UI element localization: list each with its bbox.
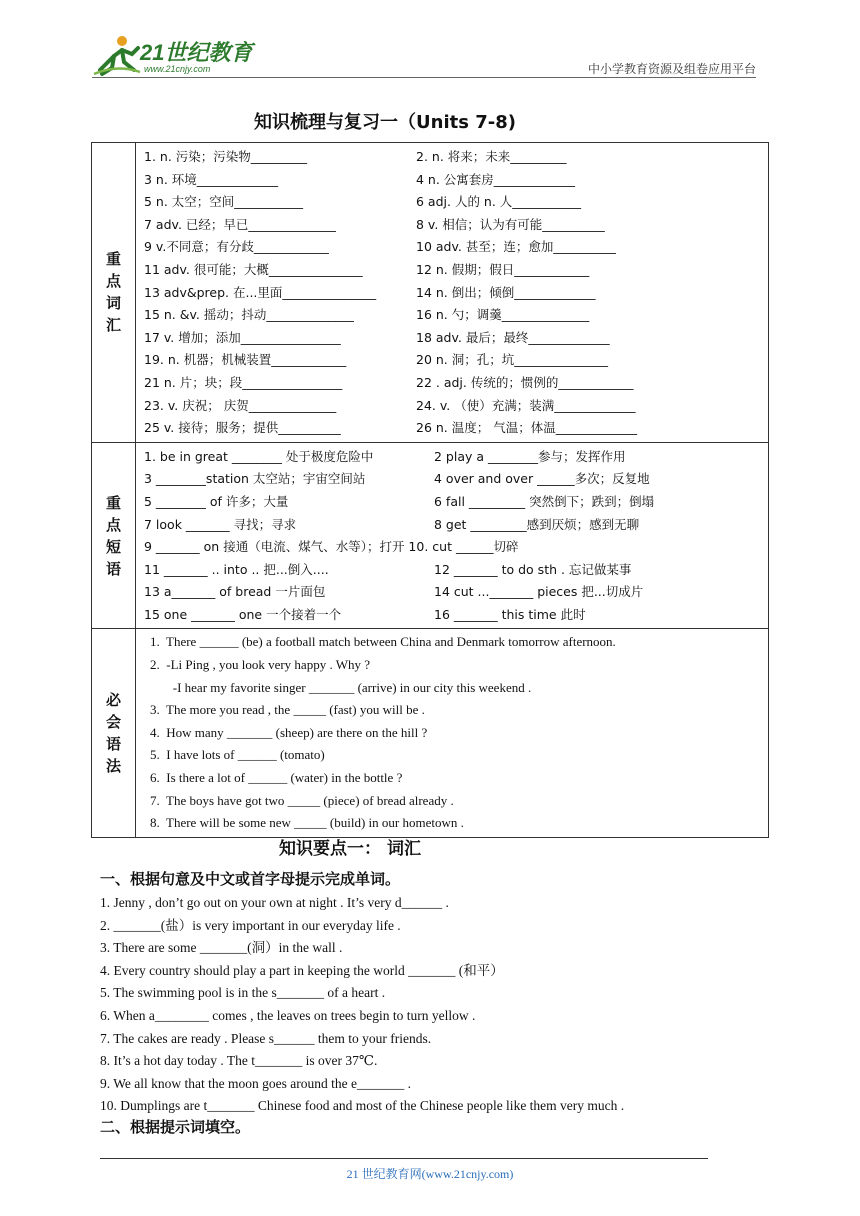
item-right: 22 . adj. 传统的；惯例的____________ xyxy=(416,374,634,390)
item-left: 13 a_______ of bread 一片面包 xyxy=(144,584,326,600)
item-left: 17 v. 增加；添加________________ xyxy=(144,329,341,345)
review-table xyxy=(91,142,769,838)
table-row xyxy=(144,446,768,469)
category-char: 重 xyxy=(105,493,121,512)
item-left: 11 adv. 很可能；大概_______________ xyxy=(144,261,363,277)
grammar-item: 6. Is there a lot of ______ (water) in the bottle ? xyxy=(150,770,403,786)
part1-heading: 一、根据句意及中文或首字母提示完成单词。 xyxy=(100,870,401,888)
vocab-rows xyxy=(136,143,768,442)
item-left: 3 n. 环境_____________ xyxy=(144,171,279,187)
exercise-item: 5. The swimming pool is in the s_______ of a heart . xyxy=(100,985,386,1001)
exercise-item: 3. There are some _______(洞）in the wall . xyxy=(100,940,343,956)
item-left: 23. v. 庆祝； 庆贺______________ xyxy=(144,397,337,413)
category-char: 短 xyxy=(105,537,121,556)
item-left: 11 _______ .. into .. 把...倒入.... xyxy=(144,561,329,577)
table-row xyxy=(144,282,768,305)
item-left: 21 n. 片；块；段________________ xyxy=(144,374,343,390)
item-right: 12 _______ to do sth . 忘记做某事 xyxy=(434,561,632,577)
item-left: 9 _______ on 接通（电流、煤气、水等）；打开 10. cut ______切碎 xyxy=(144,539,519,555)
exercise-item: 1. Jenny , don’t go out on your own at night . It’s very d______ . xyxy=(100,895,449,910)
phrases-section xyxy=(92,442,769,629)
vocab-content xyxy=(136,143,769,443)
category-char: 法 xyxy=(105,757,121,776)
table-row xyxy=(144,304,768,327)
logo xyxy=(92,34,262,78)
item-left: 1. n. 污染；污染物_________ xyxy=(144,149,308,164)
grammar-item: 8. There will be some new _____ (build) in our hometown . xyxy=(150,815,464,831)
exercise-item: 9. We all know that the moon goes around the e_______ . xyxy=(100,1075,411,1091)
item-left: 7 adv. 已经；早已______________ xyxy=(144,216,336,232)
item-left: 25 v. 接待；服务；提供__________ xyxy=(144,420,341,436)
table-row xyxy=(144,236,768,259)
grammar-item: 4. How many _______ (sheep) are there on the hill ? xyxy=(150,724,428,740)
table-row xyxy=(144,468,768,491)
item-left: 1. be in great ________ 处于极度危险中 xyxy=(144,448,374,464)
item-left: 13 adv&prep. 在...里面_______________ xyxy=(144,284,377,300)
table-row xyxy=(144,349,768,372)
table-row xyxy=(144,327,768,350)
part1-items xyxy=(100,892,740,1118)
item-right: 2 play a ________参与；发挥作用 xyxy=(434,448,626,464)
phrases-content xyxy=(136,442,769,629)
item-right: 14 cut ..._______ pieces 把...切成片 xyxy=(434,584,644,600)
category-char: 词 xyxy=(105,294,121,313)
table-row xyxy=(144,259,768,282)
table-row xyxy=(144,146,768,169)
item-left: 3 ________station 太空站；宇宙空间站 xyxy=(144,471,366,487)
grammar-item: 2. -Li Ping , you look very happy . Why ? xyxy=(150,657,371,673)
table-row xyxy=(144,514,768,537)
grammar-item: 1. There ______ (be) a football match between China and Denmark tomorrow afternoon. xyxy=(150,634,616,650)
item-right: 26 n. 温度； 气温；体温_____________ xyxy=(416,420,637,436)
table-row xyxy=(144,536,768,559)
table-row xyxy=(144,604,768,627)
grammar-item: -I hear my favorite singer _______ (arrive) in our city this weekend . xyxy=(150,679,532,695)
phrases-category xyxy=(92,442,136,629)
part2-heading: 二、根据提示词填空。 xyxy=(100,1118,251,1136)
item-right: 16 _______ this time 此时 xyxy=(434,606,586,622)
exercise-item: 10. Dumplings are t_______ Chinese food and most of the Chinese people like them very much . xyxy=(100,1098,625,1114)
footer-text: 21 世纪教育网(www.21cnjy.com) xyxy=(346,1167,514,1181)
item-left: 15 one _______ one 一个接着一个 xyxy=(144,606,342,622)
grammar-lines xyxy=(136,629,768,836)
category-char: 语 xyxy=(105,735,121,754)
grammar-item: 3. The more you read , the _____ (fast) you will be . xyxy=(150,702,425,718)
item-right: 8 get _________感到厌烦；感到无聊 xyxy=(434,516,640,532)
item-left: 5 ________ of 许多；大量 xyxy=(144,493,289,509)
item-right: 20 n. 洞；孔；坑_______________ xyxy=(416,352,608,368)
exercise-item: 4. Every country should play a part in keeping the world _______ (和平） xyxy=(100,962,504,978)
table-row xyxy=(144,417,768,440)
category-char: 语 xyxy=(105,559,121,578)
exercise-item: 6. When a________ comes , the leaves on trees begin to turn yellow . xyxy=(100,1007,476,1023)
table-row xyxy=(144,559,768,582)
item-right: 4 n. 公寓套房_____________ xyxy=(416,171,576,187)
item-right: 4 over and over ______多次；反复地 xyxy=(434,471,650,487)
grammar-content xyxy=(136,629,769,837)
item-left: 19. n. 机器；机械装置____________ xyxy=(144,352,347,368)
item-right: 6 fall _________ 突然倒下；跌到；倒塌 xyxy=(434,493,655,509)
item-left: 7 look _______ 寻找；寻求 xyxy=(144,516,297,532)
logo-url: www.21cnjy.com xyxy=(144,64,211,74)
grammar-item: 7. The boys have got two _____ (piece) of bread already . xyxy=(150,792,454,808)
category-char: 点 xyxy=(105,272,121,291)
category-char: 必 xyxy=(105,691,121,710)
category-char: 点 xyxy=(105,515,121,534)
phrase-rows xyxy=(136,443,768,629)
item-right: 6 adj. 人的 n. 人___________ xyxy=(416,194,582,210)
table-row xyxy=(144,581,768,604)
logo-text: 21世纪教育 xyxy=(140,40,253,65)
table-row xyxy=(144,372,768,395)
item-right: 14 n. 倒出；倾倒_____________ xyxy=(416,284,596,300)
table-row xyxy=(144,214,768,237)
footer-divider xyxy=(100,1158,708,1159)
section-title: 知识要点一： 词汇 xyxy=(279,839,421,859)
item-right: 2. n. 将来；未来_________ xyxy=(416,149,567,164)
item-right: 10 adv. 甚至；连；愈加__________ xyxy=(416,239,616,255)
item-left: 9 v.不同意；有分歧____________ xyxy=(144,239,329,255)
vocab-section xyxy=(92,143,769,443)
item-right: 12 n. 假期；假日____________ xyxy=(416,261,590,277)
category-char: 重 xyxy=(105,250,121,269)
table-row xyxy=(144,491,768,514)
item-left: 5 n. 太空；空间___________ xyxy=(144,194,304,210)
item-right: 24. v. （使）充满；装满_____________ xyxy=(416,397,636,413)
table-row xyxy=(144,395,768,418)
header-divider xyxy=(92,77,756,78)
item-left: 15 n. &v. 摇动；抖动______________ xyxy=(144,307,354,323)
category-char: 汇 xyxy=(105,316,121,335)
page-title: 知识梳理与复习一（Units 7-8) xyxy=(254,112,516,133)
item-right: 16 n. 勺；调羹______________ xyxy=(416,307,590,323)
item-right: 8 v. 相信；认为有可能__________ xyxy=(416,216,605,232)
item-right: 18 adv. 最后；最终_____________ xyxy=(416,329,610,345)
platform-name: 中小学教育资源及组卷应用平台 xyxy=(587,62,756,76)
table-row xyxy=(144,191,768,214)
grammar-category xyxy=(92,629,136,837)
exercise-item: 7. The cakes are ready . Please s______ them to your friends. xyxy=(100,1030,432,1046)
category-char: 会 xyxy=(105,713,121,732)
grammar-item: 5. I have lots of ______ (tomato) xyxy=(150,747,325,763)
exercise-item: 2. _______(盐）is very important in our everyday life . xyxy=(100,917,401,933)
page-header xyxy=(0,0,860,80)
runner-logo-icon xyxy=(92,34,142,78)
grammar-section xyxy=(92,629,769,837)
table-row xyxy=(144,169,768,192)
exercise-item: 8. It’s a hot day today . The t_______ is over 37℃. xyxy=(100,1053,378,1069)
vocab-category xyxy=(92,143,136,443)
